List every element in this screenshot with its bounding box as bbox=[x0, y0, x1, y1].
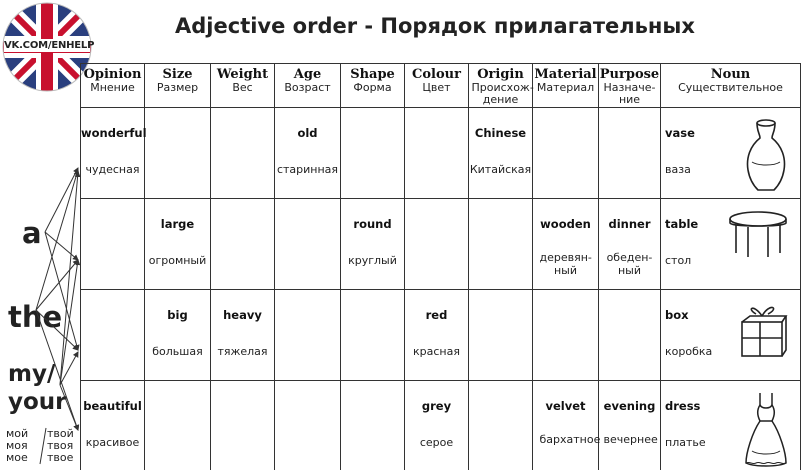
cell-russian-word: деревян-ный bbox=[539, 251, 592, 277]
header-colour: Colour Цвет bbox=[405, 64, 469, 108]
cell-shape bbox=[341, 199, 405, 290]
determiner-a: a bbox=[22, 216, 42, 250]
cell-shape bbox=[341, 290, 405, 381]
cell-russian-word: чудесная bbox=[85, 163, 140, 176]
cell-russian-word: ваза bbox=[665, 163, 691, 176]
determiner-my-your: my/ your bbox=[8, 361, 67, 415]
cell-opinion bbox=[81, 381, 145, 470]
cell-russian-word: коробка bbox=[665, 345, 713, 358]
cell-russian-word: бархатное bbox=[539, 433, 601, 446]
cell-material bbox=[533, 199, 599, 290]
cell-russian-word: стол bbox=[665, 254, 692, 267]
table-row bbox=[81, 381, 801, 470]
cell-english-word: big bbox=[167, 308, 188, 322]
cell-russian-word: круглый bbox=[348, 254, 397, 267]
cell-weight bbox=[211, 381, 275, 470]
cell-russian-word: красивое bbox=[85, 436, 140, 449]
cell-purpose bbox=[599, 290, 661, 381]
cell-colour bbox=[405, 290, 469, 381]
header-shape: Shape Форма bbox=[341, 64, 405, 108]
table-row bbox=[81, 290, 801, 381]
dress-icon bbox=[744, 391, 788, 469]
header-row bbox=[81, 64, 801, 108]
connector-arrows bbox=[0, 160, 82, 440]
pronouns-your: твой твоя твое bbox=[47, 427, 74, 464]
cell-russian-word: обеден-ный bbox=[606, 251, 653, 277]
cell-noun bbox=[661, 199, 801, 290]
cell-shape bbox=[341, 108, 405, 199]
cell-english-word: dress bbox=[665, 399, 701, 413]
cell-material bbox=[533, 108, 599, 199]
cell-russian-word: старинная bbox=[276, 163, 339, 176]
cell-purpose bbox=[599, 108, 661, 199]
header-material: Material Материал bbox=[533, 64, 599, 108]
cell-english-word: wonderful bbox=[81, 126, 147, 140]
cell-english-word: round bbox=[353, 217, 392, 231]
cell-origin bbox=[469, 290, 533, 381]
cell-russian-word: тяжелая bbox=[217, 345, 268, 358]
cell-english-word: large bbox=[160, 217, 195, 231]
cell-english-word: evening bbox=[603, 399, 656, 413]
cell-english-word: beautiful bbox=[83, 399, 142, 413]
cell-english-word: vase bbox=[665, 126, 695, 140]
cell-opinion bbox=[81, 290, 145, 381]
cell-english-word: grey bbox=[421, 399, 452, 413]
cell-size bbox=[145, 199, 211, 290]
header-opinion: Opinion Мнение bbox=[81, 64, 145, 108]
cell-colour bbox=[405, 108, 469, 199]
adjective-order-table bbox=[80, 63, 801, 470]
cell-noun bbox=[661, 290, 801, 381]
cell-colour bbox=[405, 381, 469, 470]
cell-english-word: Chinese bbox=[474, 126, 527, 140]
vase-icon bbox=[744, 118, 788, 192]
cell-age bbox=[275, 381, 341, 470]
cell-origin bbox=[469, 108, 533, 199]
cell-noun bbox=[661, 381, 801, 470]
cell-english-word: red bbox=[425, 308, 448, 322]
cell-weight bbox=[211, 108, 275, 199]
cell-purpose bbox=[599, 199, 661, 290]
cell-english-word: table bbox=[665, 217, 699, 231]
cell-russian-word: красная bbox=[413, 345, 460, 358]
cell-size bbox=[145, 290, 211, 381]
header-origin: Origin Происхож-дение bbox=[469, 64, 533, 108]
cell-size bbox=[145, 381, 211, 470]
cell-russian-word: серое bbox=[419, 436, 454, 449]
cell-opinion bbox=[81, 199, 145, 290]
cell-russian-word: вечернее bbox=[603, 433, 658, 446]
cell-russian-word: большая bbox=[152, 345, 203, 358]
cell-russian-word: огромный bbox=[148, 254, 207, 267]
cell-origin bbox=[469, 381, 533, 470]
header-noun: Noun Существительное bbox=[661, 64, 801, 108]
page-title: Adjective order - Порядок прилагательных bbox=[175, 14, 695, 38]
cell-age bbox=[275, 290, 341, 381]
cell-english-word: velvet bbox=[545, 399, 586, 413]
header-purpose: Purpose Назначе-ние bbox=[599, 64, 661, 108]
cell-age bbox=[275, 199, 341, 290]
header-weight: Weight Вес bbox=[211, 64, 275, 108]
cell-weight bbox=[211, 290, 275, 381]
cell-opinion bbox=[81, 108, 145, 199]
logo-text: VK.COM/ENHELP bbox=[4, 40, 95, 51]
table-row bbox=[81, 199, 801, 290]
table-row bbox=[81, 108, 801, 199]
cell-age bbox=[275, 108, 341, 199]
cell-origin bbox=[469, 199, 533, 290]
cell-noun bbox=[661, 108, 801, 199]
table-icon bbox=[728, 209, 788, 259]
cell-english-word: box bbox=[665, 308, 689, 322]
cell-shape bbox=[341, 381, 405, 470]
header-size: Size Размер bbox=[145, 64, 211, 108]
cell-english-word: wooden bbox=[540, 217, 591, 231]
cell-russian-word: платье bbox=[665, 436, 706, 449]
cell-purpose bbox=[599, 381, 661, 470]
cell-weight bbox=[211, 199, 275, 290]
gift-box-icon bbox=[738, 300, 788, 360]
cell-material bbox=[533, 290, 599, 381]
cell-colour bbox=[405, 199, 469, 290]
header-age: Age Возраст bbox=[275, 64, 341, 108]
cell-material bbox=[533, 381, 599, 470]
cell-english-word: old bbox=[297, 126, 318, 140]
cell-size bbox=[145, 108, 211, 199]
cell-russian-word: Китайская bbox=[469, 163, 532, 176]
pronouns-my: мой моя мое bbox=[6, 427, 29, 464]
determiner-the: the bbox=[8, 300, 63, 334]
cell-english-word: heavy bbox=[223, 308, 262, 322]
cell-english-word: dinner bbox=[608, 217, 651, 231]
